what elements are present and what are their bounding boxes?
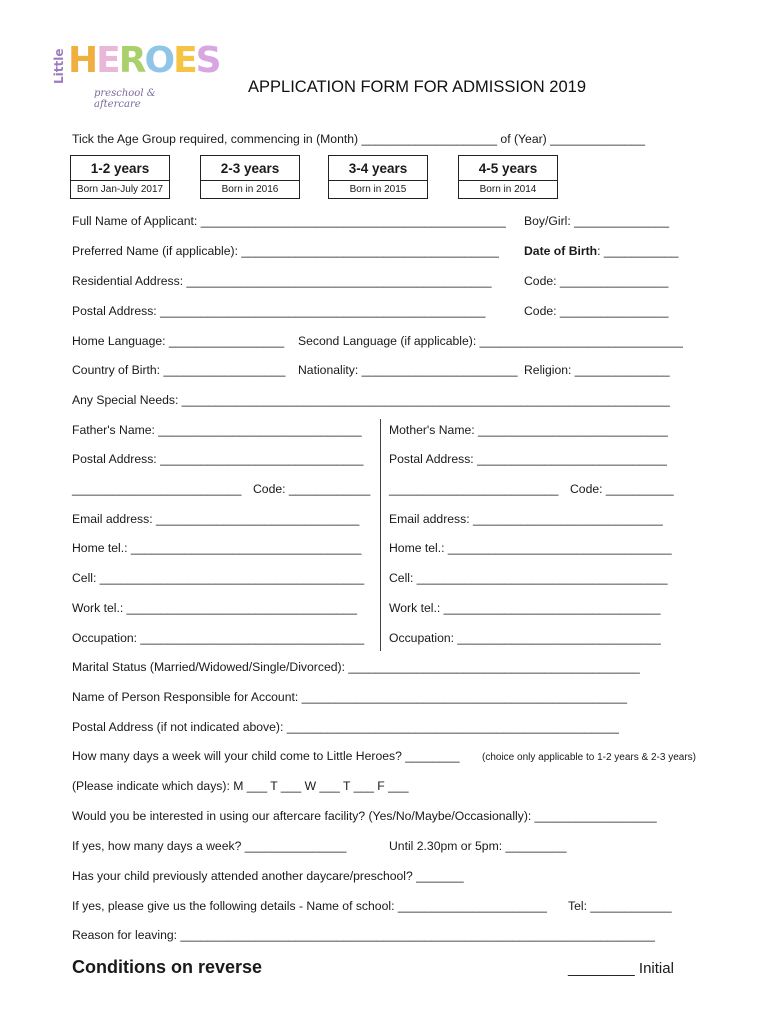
- mother-cell-field[interactable]: Cell: _____________________________________: [389, 571, 668, 585]
- age-box-2-3[interactable]: [200, 155, 300, 199]
- reason-for-leaving-field[interactable]: Reason for leaving: ______________________________________________________________________: [72, 928, 655, 942]
- mother-code-field[interactable]: Code: __________: [570, 482, 674, 496]
- age-box-divider: [459, 180, 557, 181]
- aftercare-until-field[interactable]: Until 2.30pm or 5pm: _________: [389, 839, 567, 853]
- previous-school-name-field[interactable]: If yes, please give us the following details - Name of school: ______________________: [72, 899, 547, 913]
- aftercare-field[interactable]: Would you be interested in using our aftercare facility? (Yes/No/Maybe/Occasionally): __________________: [72, 809, 657, 823]
- age-box-born: Born in 2014: [479, 184, 537, 195]
- age-box-years: 3-4 years: [348, 161, 408, 176]
- second-language-field[interactable]: Second Language (if applicable): ______________________________: [298, 334, 683, 348]
- age-box-1-2[interactable]: [70, 155, 170, 199]
- age-box-born: Born in 2016: [221, 184, 279, 195]
- preferred-name-field[interactable]: Preferred Name (if applicable): ______________________________________: [72, 244, 499, 258]
- country-of-birth-field[interactable]: Country of Birth: __________________: [72, 363, 286, 377]
- responsible-person-field[interactable]: Name of Person Responsible for Account: ________________________________________________: [72, 690, 628, 704]
- mother-email-field[interactable]: Email address: ____________________________: [389, 512, 663, 526]
- father-code-field[interactable]: Code: ____________: [253, 482, 371, 496]
- previous-school-tel-field[interactable]: Tel: ____________: [568, 899, 672, 913]
- postal-code-field[interactable]: Code: ________________: [524, 304, 669, 318]
- residential-code-field[interactable]: Code: ________________: [524, 274, 669, 288]
- age-box-divider: [201, 180, 299, 181]
- special-needs-field[interactable]: Any Special Needs: ________________________________________________________________________: [72, 393, 670, 407]
- aftercare-days-field[interactable]: If yes, how many days a week? _______________: [72, 839, 347, 853]
- previous-daycare-field[interactable]: Has your child previously attended another daycare/preschool? _______: [72, 869, 464, 883]
- home-language-field[interactable]: Home Language: _________________: [72, 334, 285, 348]
- mother-home-tel-field[interactable]: Home tel.: _________________________________: [389, 541, 672, 555]
- alt-postal-address-field[interactable]: Postal Address (if not indicated above): _________________________________________________: [72, 720, 619, 734]
- father-home-tel-field[interactable]: Home tel.: __________________________________: [72, 541, 362, 555]
- postal-address-field[interactable]: Postal Address: ________________________________________________: [72, 304, 486, 318]
- date-of-birth-field[interactable]: Date of Birth: ___________: [524, 244, 679, 258]
- age-box-years: 2-3 years: [220, 161, 280, 176]
- nationality-field[interactable]: Nationality: _______________________: [298, 363, 518, 377]
- mother-name-field[interactable]: Mother's Name: ____________________________: [389, 423, 668, 437]
- age-box-divider: [71, 180, 169, 181]
- father-postal-line-2[interactable]: _________________________: [72, 482, 242, 496]
- mother-postal-line-2[interactable]: _________________________: [389, 482, 559, 496]
- mother-postal-field[interactable]: Postal Address: ____________________________: [389, 452, 667, 466]
- age-box-years: 4-5 years: [478, 161, 538, 176]
- dob-label: Date of Birth: [524, 244, 598, 258]
- logo-tagline: preschool & aftercare: [94, 88, 156, 110]
- father-cell-field[interactable]: Cell: _______________________________________: [72, 571, 365, 585]
- father-name-field[interactable]: Father's Name: ______________________________: [72, 423, 362, 437]
- father-postal-field[interactable]: Postal Address: ______________________________: [72, 452, 364, 466]
- marital-status-field[interactable]: Marital Status (Married/Widowed/Single/Divorced): ___________________________________________: [72, 660, 640, 674]
- father-email-field[interactable]: Email address: ______________________________: [72, 512, 360, 526]
- initial-field[interactable]: ________ Initial: [568, 960, 674, 977]
- form-title: APPLICATION FORM FOR ADMISSION 2019: [248, 78, 587, 96]
- conditions-on-reverse: Conditions on reverse: [72, 957, 263, 977]
- father-occupation-field[interactable]: Occupation: _________________________________: [72, 631, 365, 645]
- which-days-field[interactable]: (Please indicate which days): M ___ T ___ W ___ T ___ F ___: [72, 779, 409, 793]
- full-name-field[interactable]: Full Name of Applicant: _____________________________________________: [72, 214, 506, 228]
- age-box-born: Born in 2015: [349, 184, 407, 195]
- father-work-tel-field[interactable]: Work tel.: __________________________________: [72, 601, 358, 615]
- parents-column-divider: [380, 419, 381, 651]
- mother-work-tel-field[interactable]: Work tel.: ________________________________: [389, 601, 661, 615]
- residential-address-field[interactable]: Residential Address: _____________________________________________: [72, 274, 492, 288]
- logo-heroes-text: HEROES: [68, 40, 220, 81]
- age-box-4-5[interactable]: [458, 155, 558, 199]
- religion-field[interactable]: Religion: ______________: [524, 363, 670, 377]
- logo-little-text: Little: [52, 48, 66, 84]
- age-box-born: Born Jan-July 2017: [76, 184, 164, 195]
- age-box-years: 1-2 years: [90, 161, 150, 176]
- boy-girl-field[interactable]: Boy/Girl: ______________: [524, 214, 670, 228]
- age-group-line[interactable]: Tick the Age Group required, commencing in (Month) ____________________ of (Year) ______________: [72, 132, 645, 146]
- days-note: (choice only applicable to 1-2 years & 2-3 years): [482, 752, 696, 763]
- mother-occupation-field[interactable]: Occupation: ______________________________: [389, 631, 661, 645]
- days-per-week-field[interactable]: How many days a week will your child come to Little Heroes? ________: [72, 749, 460, 763]
- little-heroes-logo: [52, 40, 220, 110]
- age-box-divider: [329, 180, 427, 181]
- age-box-3-4[interactable]: [328, 155, 428, 199]
